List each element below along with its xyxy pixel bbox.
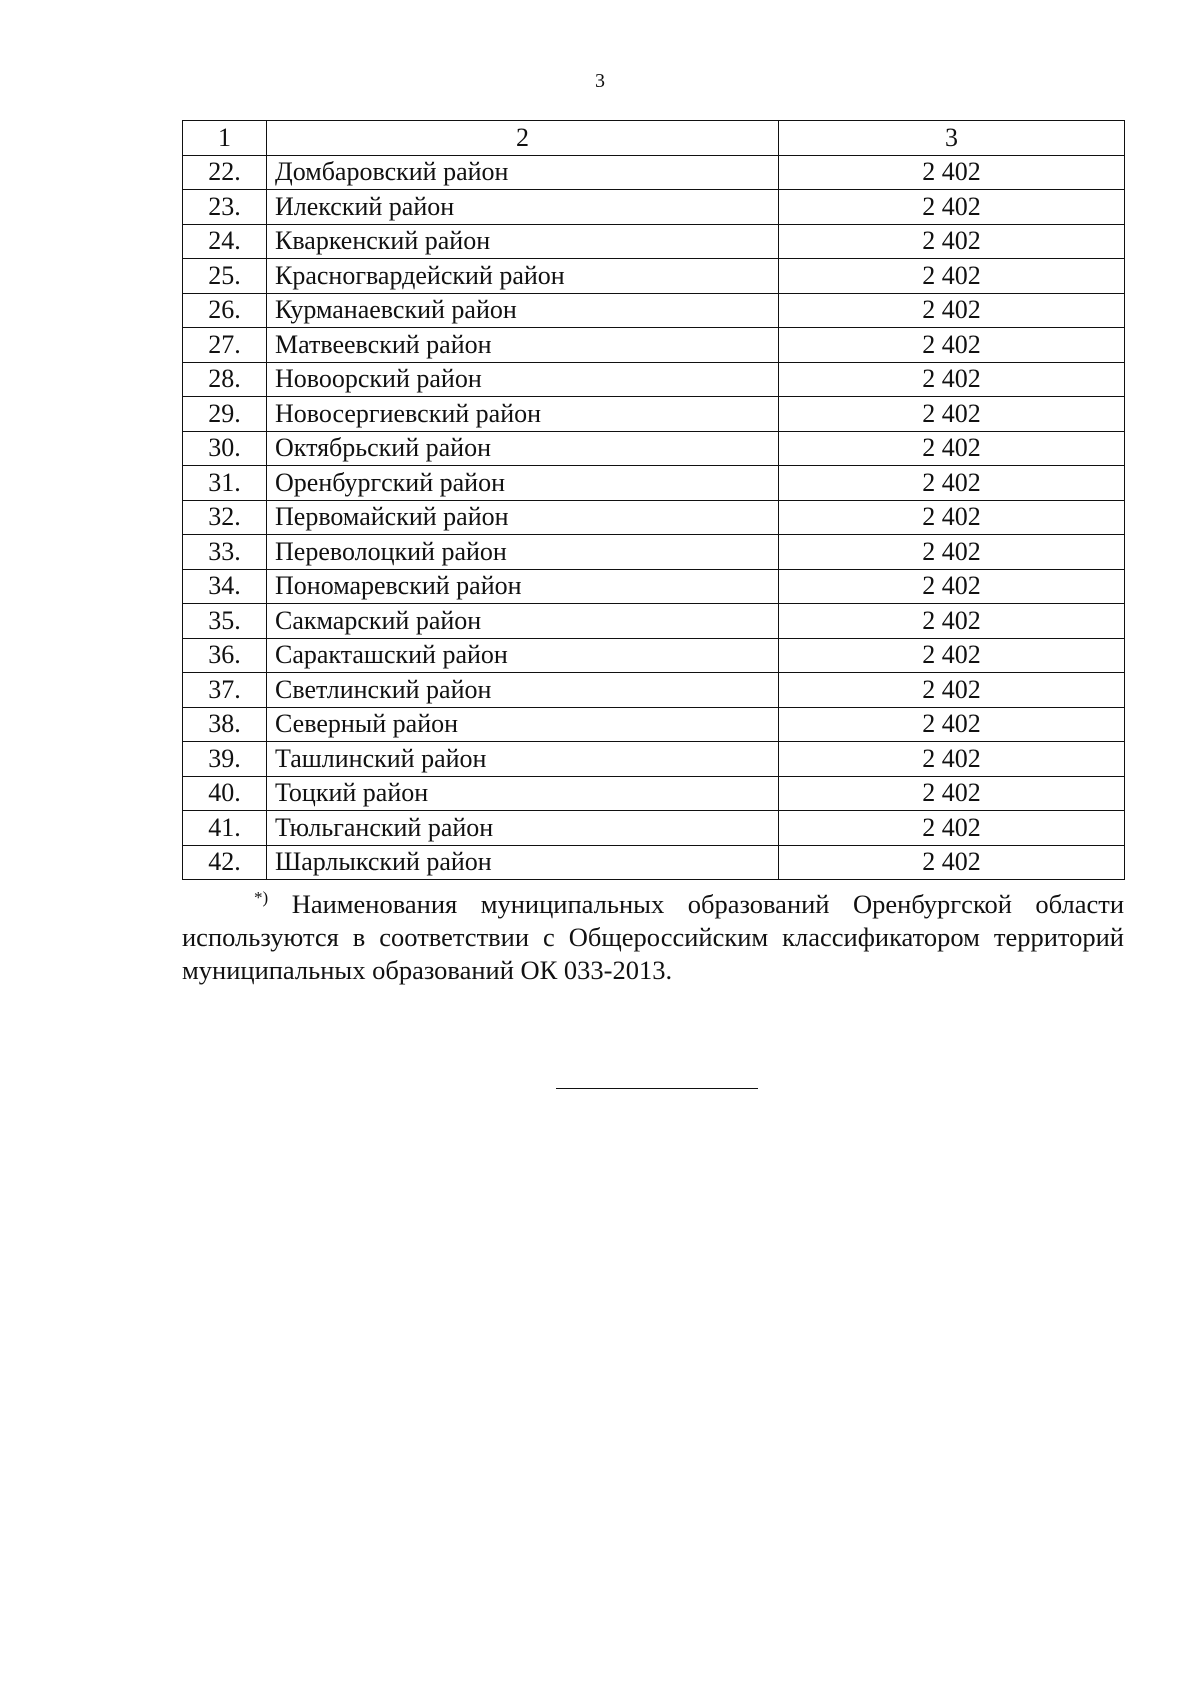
district-name-cell: Северный район bbox=[267, 707, 779, 742]
district-name-cell: Сакмарский район bbox=[267, 604, 779, 639]
table-row bbox=[183, 535, 1125, 570]
value-cell: 2 402 bbox=[779, 535, 1125, 570]
header-col-1: 1 bbox=[183, 121, 267, 156]
table-row bbox=[183, 742, 1125, 777]
row-number-cell: 25. bbox=[183, 259, 267, 294]
row-number-cell: 40. bbox=[183, 776, 267, 811]
row-number-cell: 22. bbox=[183, 155, 267, 190]
row-number-cell: 42. bbox=[183, 845, 267, 880]
table-row bbox=[183, 397, 1125, 432]
row-number-cell: 36. bbox=[183, 638, 267, 673]
table-body bbox=[183, 155, 1125, 880]
value-cell: 2 402 bbox=[779, 811, 1125, 846]
table-row bbox=[183, 500, 1125, 535]
table-row bbox=[183, 638, 1125, 673]
row-number-cell: 23. bbox=[183, 190, 267, 225]
value-cell: 2 402 bbox=[779, 707, 1125, 742]
table-row bbox=[183, 466, 1125, 501]
table-row bbox=[183, 362, 1125, 397]
row-number-cell: 24. bbox=[183, 224, 267, 259]
row-number-cell: 32. bbox=[183, 500, 267, 535]
footnote bbox=[182, 888, 1124, 987]
header-col-2: 2 bbox=[267, 121, 779, 156]
value-cell: 2 402 bbox=[779, 500, 1125, 535]
header-col-3: 3 bbox=[779, 121, 1125, 156]
district-name-cell: Пономаревский район bbox=[267, 569, 779, 604]
district-name-cell: Октябрьский район bbox=[267, 431, 779, 466]
district-name-cell: Тюльганский район bbox=[267, 811, 779, 846]
value-cell: 2 402 bbox=[779, 362, 1125, 397]
row-number-cell: 26. bbox=[183, 293, 267, 328]
end-of-document-rule bbox=[556, 1088, 758, 1089]
value-cell: 2 402 bbox=[779, 293, 1125, 328]
municipalities-table bbox=[182, 120, 1125, 880]
table-row bbox=[183, 328, 1125, 363]
value-cell: 2 402 bbox=[779, 259, 1125, 294]
district-name-cell: Первомайский район bbox=[267, 500, 779, 535]
district-name-cell: Домбаровский район bbox=[267, 155, 779, 190]
table-row bbox=[183, 707, 1125, 742]
district-name-cell: Шарлыкский район bbox=[267, 845, 779, 880]
table-row bbox=[183, 431, 1125, 466]
value-cell: 2 402 bbox=[779, 776, 1125, 811]
row-number-cell: 37. bbox=[183, 673, 267, 708]
value-cell: 2 402 bbox=[779, 604, 1125, 639]
district-name-cell: Ташлинский район bbox=[267, 742, 779, 777]
table-row bbox=[183, 293, 1125, 328]
district-name-cell: Новоорский район bbox=[267, 362, 779, 397]
district-name-cell: Красногвардейский район bbox=[267, 259, 779, 294]
value-cell: 2 402 bbox=[779, 155, 1125, 190]
district-name-cell: Тоцкий район bbox=[267, 776, 779, 811]
row-number-cell: 31. bbox=[183, 466, 267, 501]
row-number-cell: 35. bbox=[183, 604, 267, 639]
row-number-cell: 27. bbox=[183, 328, 267, 363]
value-cell: 2 402 bbox=[779, 328, 1125, 363]
value-cell: 2 402 bbox=[779, 742, 1125, 777]
table-row bbox=[183, 155, 1125, 190]
row-number-cell: 39. bbox=[183, 742, 267, 777]
footnote-text: Наименования муниципальных образований Оренбургской области используются в соответствии с Общероссийским классификатором территорий муниципальных образований ОК 033-2013. bbox=[182, 889, 1124, 985]
value-cell: 2 402 bbox=[779, 569, 1125, 604]
table-row bbox=[183, 604, 1125, 639]
page-number: 3 bbox=[595, 70, 605, 92]
row-number-cell: 41. bbox=[183, 811, 267, 846]
table-row bbox=[183, 811, 1125, 846]
district-name-cell: Курманаевский район bbox=[267, 293, 779, 328]
value-cell: 2 402 bbox=[779, 845, 1125, 880]
table-row bbox=[183, 673, 1125, 708]
table-row bbox=[183, 776, 1125, 811]
value-cell: 2 402 bbox=[779, 638, 1125, 673]
row-number-cell: 28. bbox=[183, 362, 267, 397]
value-cell: 2 402 bbox=[779, 190, 1125, 225]
footnote-marker: *) bbox=[254, 888, 269, 908]
row-number-cell: 30. bbox=[183, 431, 267, 466]
value-cell: 2 402 bbox=[779, 466, 1125, 501]
table-row bbox=[183, 569, 1125, 604]
district-name-cell: Оренбургский район bbox=[267, 466, 779, 501]
header-row bbox=[183, 121, 1125, 156]
table-row bbox=[183, 845, 1125, 880]
district-name-cell: Новосергиевский район bbox=[267, 397, 779, 432]
district-name-cell: Илекский район bbox=[267, 190, 779, 225]
district-name-cell: Переволоцкий район bbox=[267, 535, 779, 570]
table-header bbox=[183, 121, 1125, 156]
value-cell: 2 402 bbox=[779, 673, 1125, 708]
row-number-cell: 34. bbox=[183, 569, 267, 604]
value-cell: 2 402 bbox=[779, 224, 1125, 259]
table-row bbox=[183, 224, 1125, 259]
table-row bbox=[183, 259, 1125, 294]
district-name-cell: Матвеевский район bbox=[267, 328, 779, 363]
row-number-cell: 29. bbox=[183, 397, 267, 432]
value-cell: 2 402 bbox=[779, 397, 1125, 432]
district-name-cell: Кваркенский район bbox=[267, 224, 779, 259]
row-number-cell: 38. bbox=[183, 707, 267, 742]
table-row bbox=[183, 190, 1125, 225]
row-number-cell: 33. bbox=[183, 535, 267, 570]
district-name-cell: Светлинский район bbox=[267, 673, 779, 708]
district-name-cell: Саракташский район bbox=[267, 638, 779, 673]
value-cell: 2 402 bbox=[779, 431, 1125, 466]
